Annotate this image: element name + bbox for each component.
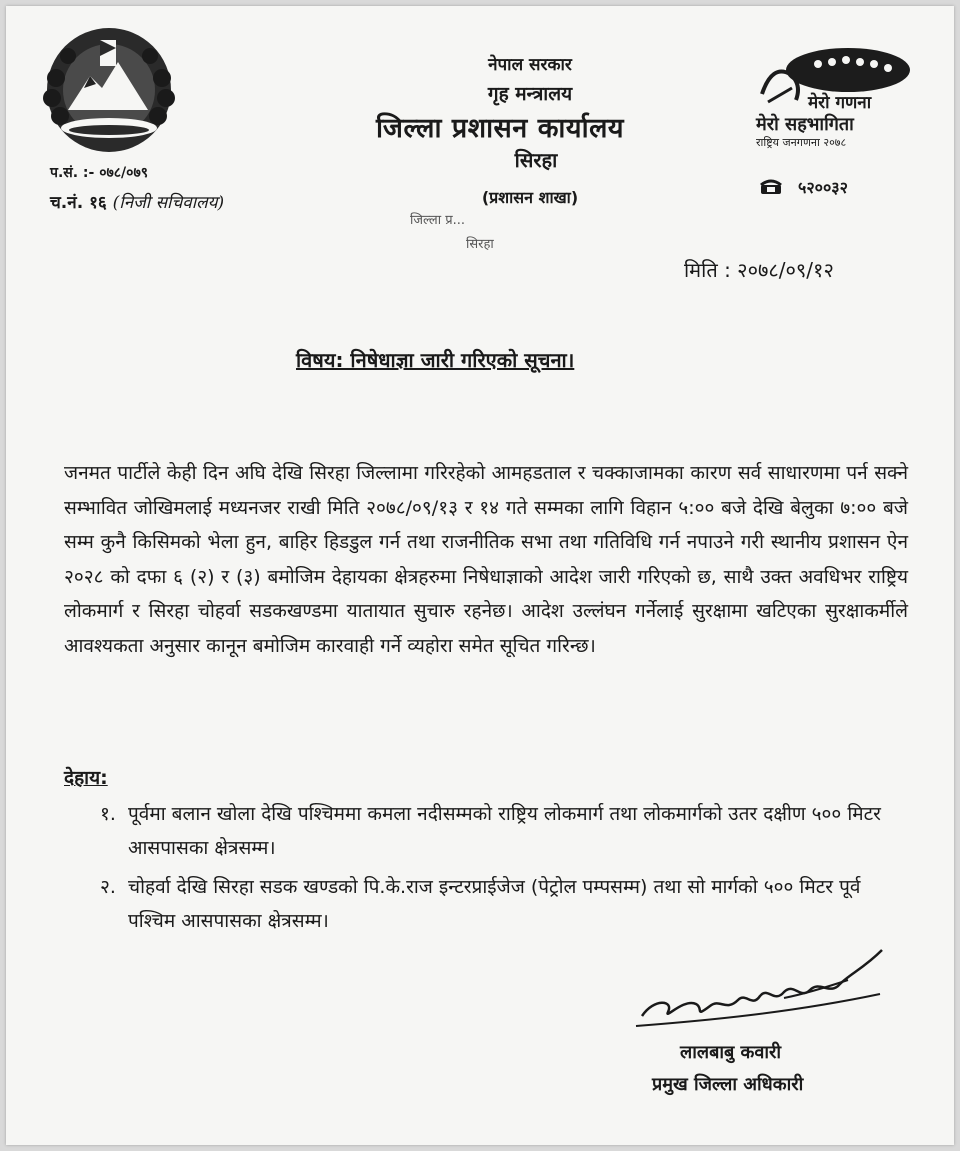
letter-subject: [296, 346, 574, 373]
list-item: [100, 871, 912, 938]
office-stamp: [404, 210, 524, 266]
dispatch-number: [50, 190, 224, 213]
phone-number: ५२००३२: [798, 178, 848, 197]
subject-text: विषय: निषेधाज्ञा जारी गरिएको सूचना।: [296, 348, 575, 372]
census-2078-logo: [752, 44, 912, 154]
fiscal-year-reference: प.सं. :- ०७८/०७९: [50, 165, 149, 181]
letter-body: जनमत पार्टीले केही दिन अघि देखि सिरहा जिल्लामा गरिरहेको आमहडताल र चक्काजामका कारण सर्व साधारणमा पर्न सक्ने सम्भावित जोखिमलाई मध्यनजर राखी मिति २०७८/०९/१३ र १४ गते सम्मका लागि विहान ५:०० बजे देखि बेलुका ७:०० बजे सम्म कुनै किसिमको भेला हुन, बाहिर हिडडुल गर्न तथा राजनीतिक सभा तथा गतिविधि गर्न नपाउने गरी स्थानीय प्रशासन ऐन २०२८ को दफा ६ (२) र (३) बमोजिम देहायका क्षेत्रहरुमा निषेधाज्ञाको आदेश जारी गरिएको छ, साथै उक्त अवधिभर राष्ट्रिय लोकमार्ग र सिरहा चोहर्वा सडकखण्डमा यातायात सुचारु रहनेछ। आदेश उल्लंघन गर्नेलाई सुरक्षामा खटिएका सुरक्षाकर्मीले आवश्यकता अनुसार कानून बमोजिम कारवाही गर्ने व्यहोरा समेत सूचित गरिन्छ।: [64, 462, 908, 657]
annex-heading: देहाय:: [64, 767, 108, 789]
phone-icon: [760, 179, 782, 195]
list-item-text: चोहर्वा देखि सिरहा सडक खण्डको पि.के.राज इन्टरप्राईजेज (पेट्रोल पम्पसम्म) तथा सो मार्गको ५०० मिटर पूर्व पश्चिम आसपासका क्षेत्रसम्म।: [128, 876, 861, 932]
logo-line-3: राष्ट्रिय जनगणना २०७८: [756, 136, 847, 149]
header-ministry: गृह मन्त्रालय: [487, 83, 573, 105]
dispatch-number-value: च.नं. १६: [50, 193, 107, 213]
signatory-title: प्रमुख जिल्ला अधिकारी: [652, 1074, 804, 1095]
signatory-name: लालबाबु कवारी: [680, 1042, 782, 1063]
header-office: जिल्ला प्रशासन कार्यालय: [375, 113, 625, 144]
list-item-number: २.: [100, 876, 116, 898]
stamp-line-2: सिरहा: [466, 237, 494, 252]
header-section: (प्रशासन शाखा): [481, 188, 579, 207]
logo-line-2: मेरो सहभागिता: [756, 114, 854, 135]
list-item-text: पूर्वमा बलान खोला देखि पश्चिममा कमला नदीसम्मको राष्ट्रिय लोकमार्ग तथा लोकमार्गको उतर दक्षीण ५०० मिटर आसपासका क्षेत्रसम्म।: [128, 803, 881, 859]
dispatch-handwritten-note: (निजी सचिवालय): [112, 193, 225, 213]
header-government: नेपाल सरकार: [488, 55, 572, 75]
list-item: [100, 798, 912, 865]
letter-date: मिति : २०७८/०९/१२: [684, 258, 834, 282]
contact-phone: [760, 176, 848, 198]
list-item-number: १.: [100, 803, 116, 825]
handwritten-signature: [634, 938, 894, 1038]
stamp-line-1: जिल्ला प्र...: [410, 213, 465, 228]
logo-line-1: मेरो गणना: [808, 93, 872, 113]
annex-list: [100, 798, 912, 944]
header-district: सिरहा: [514, 148, 558, 172]
